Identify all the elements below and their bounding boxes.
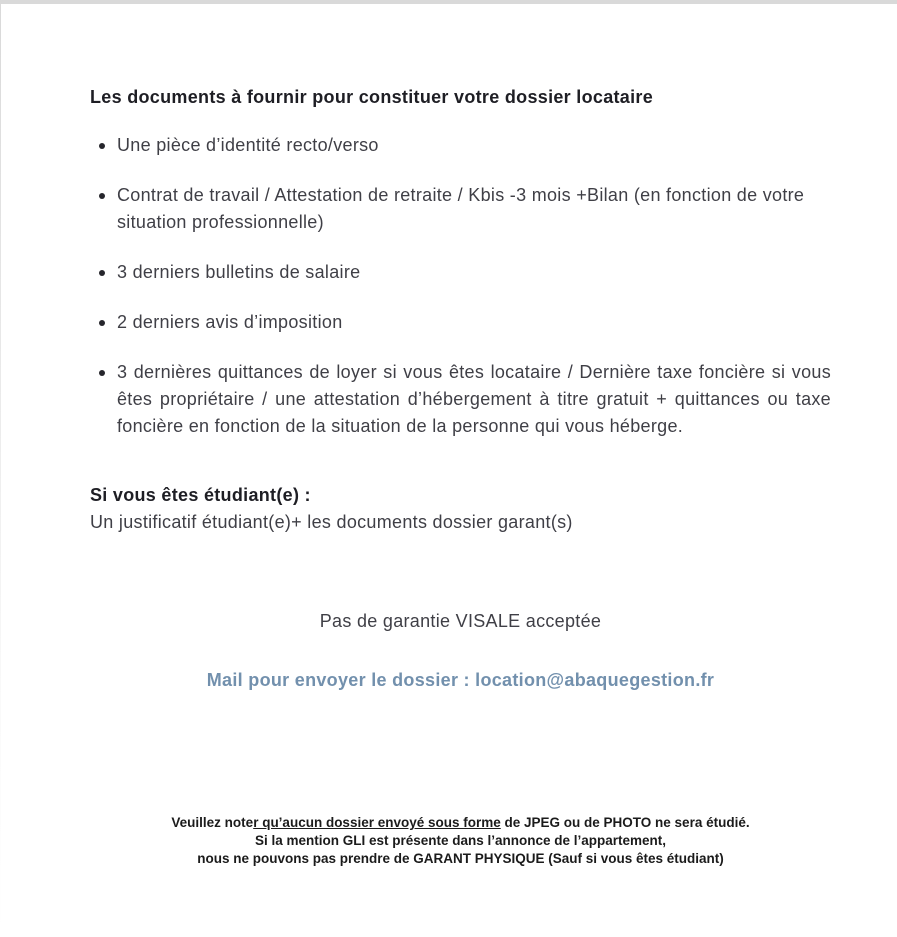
bullet-icon bbox=[99, 270, 105, 276]
list-item-text: 3 derniers bulletins de salaire bbox=[117, 262, 361, 282]
page-title: Les documents à fournir pour constituer votre dossier locataire bbox=[90, 87, 654, 107]
visale-notice: Pas de garantie VISALE acceptée bbox=[319, 611, 602, 631]
footer-note-line1-pre: Veuillez note bbox=[171, 815, 254, 830]
mail-notice: Mail pour envoyer le dossier : location@abaquegestion.fr bbox=[206, 670, 715, 690]
footer-note-line1-underlined: r qu’aucun dossier envoyé sous forme bbox=[253, 815, 501, 830]
list-item bbox=[90, 182, 831, 236]
list-item bbox=[90, 132, 831, 159]
list-item bbox=[90, 309, 831, 336]
list-item-text: 2 derniers avis d’imposition bbox=[117, 312, 343, 332]
student-section-body: Un justificatif étudiant(e)+ les documents dossier garant(s) bbox=[90, 512, 573, 532]
required-documents-list bbox=[90, 132, 831, 440]
page-left-edge bbox=[0, 4, 1, 937]
footer-note-line1 bbox=[90, 814, 831, 832]
bullet-icon bbox=[99, 320, 105, 326]
footer-note bbox=[90, 814, 831, 868]
document-content bbox=[90, 0, 831, 868]
list-item-text: Une pièce d’identité recto/verso bbox=[117, 135, 379, 155]
bullet-icon bbox=[99, 193, 105, 199]
bullet-icon bbox=[99, 143, 105, 149]
student-section-title: Si vous êtes étudiant(e) : bbox=[90, 485, 311, 505]
bullet-icon bbox=[99, 370, 105, 376]
footer-note-line3: nous ne pouvons pas prendre de GARANT PHYSIQUE (Sauf si vous êtes étudiant) bbox=[197, 851, 724, 866]
footer-note-line2: Si la mention GLI est présente dans l’annonce de l’appartement, bbox=[254, 833, 667, 848]
list-item bbox=[90, 359, 831, 440]
list-item-text: 3 dernières quittances de loyer si vous êtes locataire / Dernière taxe foncière si vous êtes propriétaire / une attestation d’hébergement à titre gratuit + quittances ou taxe foncière en fonction de la situation de la personne qui vous héberge. bbox=[117, 362, 831, 436]
footer-note-line1-post: de JPEG ou de PHOTO ne sera étudié. bbox=[500, 815, 750, 830]
list-item bbox=[90, 259, 831, 286]
list-item-text: Contrat de travail / Attestation de retraite / Kbis -3 mois +Bilan (en fonction de votre situation professionnelle) bbox=[117, 185, 805, 232]
